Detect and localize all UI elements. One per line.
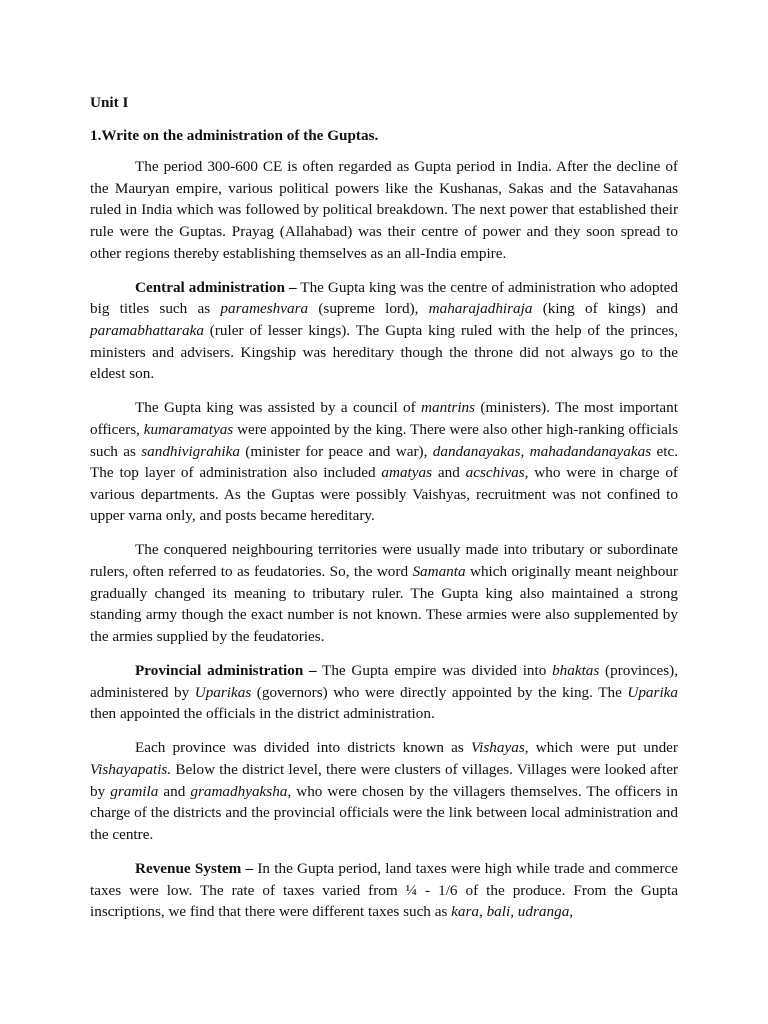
paragraph-provincial-administration (90, 660, 678, 725)
text-run: (minister for peace and war), (239, 442, 433, 460)
text-run: (provinces), administered by (90, 662, 678, 701)
italic-term: kara, bali, udranga, (451, 903, 574, 921)
paragraph-central-administration (90, 277, 678, 385)
text-run: and (158, 782, 191, 800)
paragraph-districts (90, 737, 678, 845)
italic-term: gramila (110, 782, 159, 800)
paragraph-council-of-ministers (90, 397, 678, 527)
text-run: (governors) who were directly appointed by the king. The (251, 683, 628, 701)
paragraph-feudatories (90, 539, 678, 647)
italic-term: parameshvara (220, 300, 309, 318)
italic-term: mantrins (421, 399, 476, 417)
text-run: which originally meant neighbour gradually changed its meaning to tributary ruler. The Gupta king also maintained a strong standing army though the exact number is not known. These armies were also supplemented by the armies supplied by the feudatories. (90, 563, 678, 645)
text-run: then appointed the officials in the district administration. (90, 705, 435, 723)
text-run: The Gupta king was the centre of administration who adopted big titles such as (90, 278, 678, 318)
question-heading: 1.Write on the administration of the Guptas. (90, 126, 379, 144)
italic-term: dandanayakas, mahadandanayakas (432, 442, 652, 460)
paragraph-intro (90, 156, 678, 264)
italic-term: kumaramatyas (143, 420, 234, 438)
text-run: (ministers). The most important officers, (90, 399, 678, 438)
bold-run: Revenue System – (135, 859, 254, 877)
italic-term: Vishayapatis. (90, 761, 172, 778)
italic-term: Uparikas (194, 683, 252, 701)
italic-term: maharajadhiraja (428, 300, 533, 318)
text-run: who were in charge of various departments. As the Guptas were possibly Vaishyas, recruitment was not confined to upper varna only, and posts became hereditary. (90, 464, 678, 525)
text-run: The Gupta king was assisted by a council of (135, 399, 422, 417)
text-run: (supreme lord), (308, 300, 429, 318)
italic-term: Uparika (627, 683, 678, 701)
text-run: The period 300-600 CE is often regarded as Gupta period in India. After the decline of the Mauryan empire, various political powers like the Kushanas, Sakas and the Satavahanas ruled in India which was followed by political breakdown. The next power that established their rule were the Guptas. Prayag (Allahabad) was their centre of power and they soon spread to other regions thereby establishing themselves as an all-India empire. (90, 158, 678, 262)
text-run: and (432, 464, 466, 482)
italic-term: gramadhyaksha, (190, 782, 292, 800)
text-run: were appointed by the king. There were also other high-ranking officials such as (90, 420, 679, 460)
text-run: (ruler of lesser kings). The Gupta king ruled with the help of the princes, ministers and advisers. Kingship was hereditary though the throne did not always go to the eldest son. (90, 321, 678, 383)
text-run: (king of kings) and (532, 300, 678, 318)
italic-term: paramabhattaraka (90, 321, 204, 339)
text-run: , which were put under (524, 739, 678, 757)
text-run: Each province was divided into districts known as (135, 739, 472, 757)
text-run: etc. The top layer of administration also included (90, 442, 678, 482)
text-run: In the Gupta period, land taxes were high while trade and commerce taxes were low. The rate of taxes varied from ¼ - 1/6 of the produce. From the Gupta inscriptions, we find that there were different taxes such as (90, 859, 678, 921)
text-run: The conquered neighbouring territories were usually made into tributary or subordinate rulers, often referred to as feudatories. So, the word (90, 541, 678, 581)
italic-term: Samanta (412, 563, 466, 581)
bold-run: Provincial administration – (135, 662, 317, 680)
document-page (90, 92, 678, 935)
paragraph-revenue-system (90, 858, 678, 923)
text-run: The Gupta empire was divided into (316, 662, 553, 680)
italic-term: acschivas, (465, 464, 529, 482)
italic-term: amatyas (381, 464, 433, 482)
bold-run: Central administration – (135, 278, 297, 296)
italic-term: sandhivigrahika (141, 442, 240, 460)
text-run: Below the district level, there were clusters of villages. Villages were looked after by (90, 761, 678, 800)
text-run: who were chosen by the villagers themselves. The officers in charge of the districts and the provincial officials were the link between local administration and the centre. (90, 782, 678, 843)
unit-heading: Unit I (90, 94, 129, 111)
italic-term: Vishayas (471, 739, 525, 757)
italic-term: bhaktas (552, 662, 600, 680)
